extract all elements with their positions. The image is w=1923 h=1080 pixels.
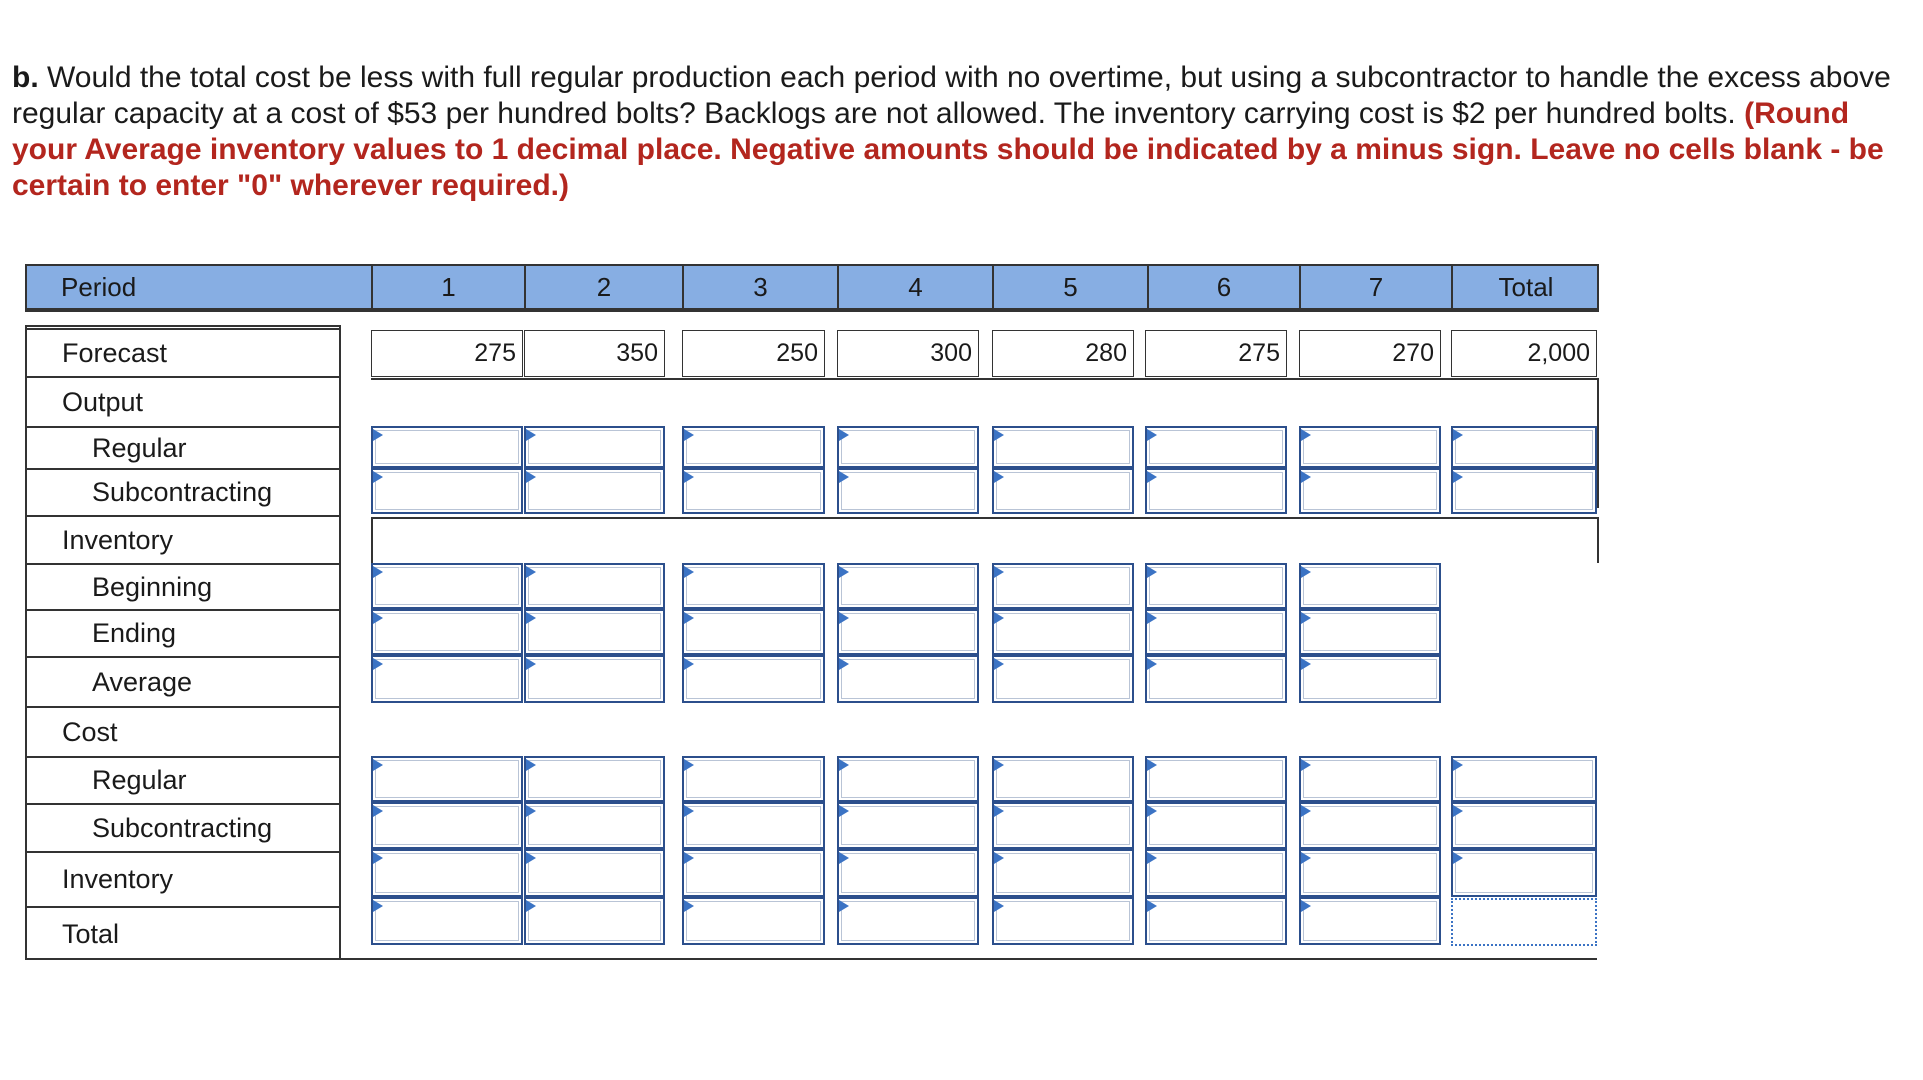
forecast-value-period-6: 275 <box>1145 330 1287 377</box>
beginning-inventory-input-period-3[interactable] <box>682 563 825 609</box>
ending-inventory-input-period-1[interactable] <box>371 609 523 655</box>
grid-line <box>1597 517 1599 563</box>
beginning-inventory-input-period-5[interactable] <box>992 563 1134 609</box>
row-label-cost-inventory: Inventory <box>25 851 341 906</box>
row-label-output-subcontracting: Subcontracting <box>25 468 341 515</box>
forecast-value-period-3: 250 <box>682 330 825 377</box>
subcontracting-cost-input-period-5[interactable] <box>992 802 1134 849</box>
inventory-cost-input-period-4[interactable] <box>837 849 979 897</box>
header-period-label: Period <box>61 271 137 302</box>
total-cost-input-period-2[interactable] <box>524 897 665 945</box>
row-label-inventory-average: Average <box>25 656 341 706</box>
ending-inventory-input-period-5[interactable] <box>992 609 1134 655</box>
average-inventory-input-period-5[interactable] <box>992 655 1134 703</box>
average-inventory-input-period-1[interactable] <box>371 655 523 703</box>
total-cost-input-period-7[interactable] <box>1299 897 1441 945</box>
total-cost-input-period-6[interactable] <box>1145 897 1287 945</box>
subcontracting-cost-input-period-3[interactable] <box>682 802 825 849</box>
inventory-cost-input-total[interactable] <box>1451 849 1597 897</box>
average-inventory-input-period-2[interactable] <box>524 655 665 703</box>
regular-cost-input-period-4[interactable] <box>837 756 979 802</box>
subcontracting-cost-input-total[interactable] <box>1451 802 1597 849</box>
total-cost-total-cell <box>1451 898 1597 946</box>
regular-output-input-period-1[interactable] <box>371 426 523 468</box>
inventory-cost-input-period-1[interactable] <box>371 849 523 897</box>
row-label-cost-subcontracting: Subcontracting <box>25 803 341 851</box>
header-total-label: Total <box>1451 264 1599 310</box>
row-label-cost: Cost <box>25 706 341 756</box>
row-label-output: Output <box>25 376 341 426</box>
ending-inventory-input-period-7[interactable] <box>1299 609 1441 655</box>
header-period-6: 6 <box>1147 264 1299 310</box>
regular-cost-input-period-3[interactable] <box>682 756 825 802</box>
subcontracting-cost-input-period-7[interactable] <box>1299 802 1441 849</box>
header-period-1: 1 <box>371 264 524 310</box>
ending-inventory-input-period-4[interactable] <box>837 609 979 655</box>
header-period-3: 3 <box>682 264 837 310</box>
regular-output-input-total[interactable] <box>1451 426 1597 468</box>
grid-line <box>1597 378 1599 508</box>
ending-inventory-input-period-2[interactable] <box>524 609 665 655</box>
header-period-2: 2 <box>524 264 682 310</box>
regular-output-input-period-6[interactable] <box>1145 426 1287 468</box>
total-cost-input-period-1[interactable] <box>371 897 523 945</box>
total-cost-input-period-4[interactable] <box>837 897 979 945</box>
beginning-inventory-input-period-7[interactable] <box>1299 563 1441 609</box>
forecast-value-period-1: 275 <box>371 330 523 377</box>
total-cost-input-period-5[interactable] <box>992 897 1134 945</box>
regular-output-input-period-5[interactable] <box>992 426 1134 468</box>
subcontracting-output-input-total[interactable] <box>1451 468 1597 514</box>
forecast-value-period-4: 300 <box>837 330 979 377</box>
inventory-cost-input-period-3[interactable] <box>682 849 825 897</box>
ending-inventory-input-period-3[interactable] <box>682 609 825 655</box>
beginning-inventory-input-period-6[interactable] <box>1145 563 1287 609</box>
subcontracting-output-input-period-5[interactable] <box>992 468 1134 514</box>
subcontracting-output-input-period-2[interactable] <box>524 468 665 514</box>
subcontracting-cost-input-period-1[interactable] <box>371 802 523 849</box>
grid-line <box>371 517 1599 519</box>
ending-inventory-input-period-6[interactable] <box>1145 609 1287 655</box>
question-body: Would the total cost be less with full regular production each period with no overtime, but using a subcontractor to handle the excess above regular capacity at a cost of $53 per hundred bolts? Backlogs are not allowed. The inventory carrying cost is $2 per hundred bolts. <box>12 61 1891 130</box>
regular-cost-input-period-1[interactable] <box>371 756 523 802</box>
grid-line <box>341 958 1597 960</box>
regular-output-input-period-4[interactable] <box>837 426 979 468</box>
grid-line <box>371 378 1599 380</box>
beginning-inventory-input-period-1[interactable] <box>371 563 523 609</box>
row-label-inventory-beginning: Beginning <box>25 563 341 609</box>
forecast-value-period-2: 350 <box>524 330 665 377</box>
row-label-cost-regular: Regular <box>25 756 341 803</box>
regular-output-input-period-2[interactable] <box>524 426 665 468</box>
grid-line <box>371 517 373 563</box>
header-divider <box>25 310 1599 312</box>
subcontracting-cost-input-period-6[interactable] <box>1145 802 1287 849</box>
average-inventory-input-period-6[interactable] <box>1145 655 1287 703</box>
row-label-cost-total: Total <box>25 906 341 960</box>
average-inventory-input-period-7[interactable] <box>1299 655 1441 703</box>
row-label-inventory: Inventory <box>25 515 341 563</box>
beginning-inventory-input-period-2[interactable] <box>524 563 665 609</box>
subcontracting-output-input-period-6[interactable] <box>1145 468 1287 514</box>
regular-cost-input-period-7[interactable] <box>1299 756 1441 802</box>
row-label-forecast: Forecast <box>25 328 341 376</box>
header-period-7: 7 <box>1299 264 1451 310</box>
row-label-output-regular: Regular <box>25 426 341 468</box>
subcontracting-cost-input-period-4[interactable] <box>837 802 979 849</box>
question-part-label: b. <box>12 61 39 94</box>
inventory-cost-input-period-5[interactable] <box>992 849 1134 897</box>
forecast-value-period-5: 280 <box>992 330 1134 377</box>
forecast-value-period-7: 270 <box>1299 330 1441 377</box>
regular-cost-input-period-6[interactable] <box>1145 756 1287 802</box>
subcontracting-output-input-period-4[interactable] <box>837 468 979 514</box>
inventory-cost-input-period-2[interactable] <box>524 849 665 897</box>
subcontracting-output-input-period-3[interactable] <box>682 468 825 514</box>
regular-output-input-period-3[interactable] <box>682 426 825 468</box>
inventory-cost-input-period-7[interactable] <box>1299 849 1441 897</box>
inventory-cost-input-period-6[interactable] <box>1145 849 1287 897</box>
question-instructions: (Round your Average inventory values to 1 decimal place. Negative amounts should be indicated by a minus sign. Leave no cells blank - be certain to enter "0" wherever required.) <box>12 97 1884 202</box>
beginning-inventory-input-period-4[interactable] <box>837 563 979 609</box>
average-inventory-input-period-3[interactable] <box>682 655 825 703</box>
regular-cost-input-period-2[interactable] <box>524 756 665 802</box>
average-inventory-input-period-4[interactable] <box>837 655 979 703</box>
subcontracting-cost-input-period-2[interactable] <box>524 802 665 849</box>
header-period-4: 4 <box>837 264 992 310</box>
regular-output-input-period-7[interactable] <box>1299 426 1441 468</box>
header-period-5: 5 <box>992 264 1147 310</box>
row-label-inventory-ending: Ending <box>25 609 341 656</box>
total-cost-input-period-3[interactable] <box>682 897 825 945</box>
regular-cost-input-period-5[interactable] <box>992 756 1134 802</box>
regular-cost-input-total[interactable] <box>1451 756 1597 802</box>
subcontracting-output-input-period-7[interactable] <box>1299 468 1441 514</box>
forecast-value-total: 2,000 <box>1451 330 1597 377</box>
subcontracting-output-input-period-1[interactable] <box>371 468 523 514</box>
